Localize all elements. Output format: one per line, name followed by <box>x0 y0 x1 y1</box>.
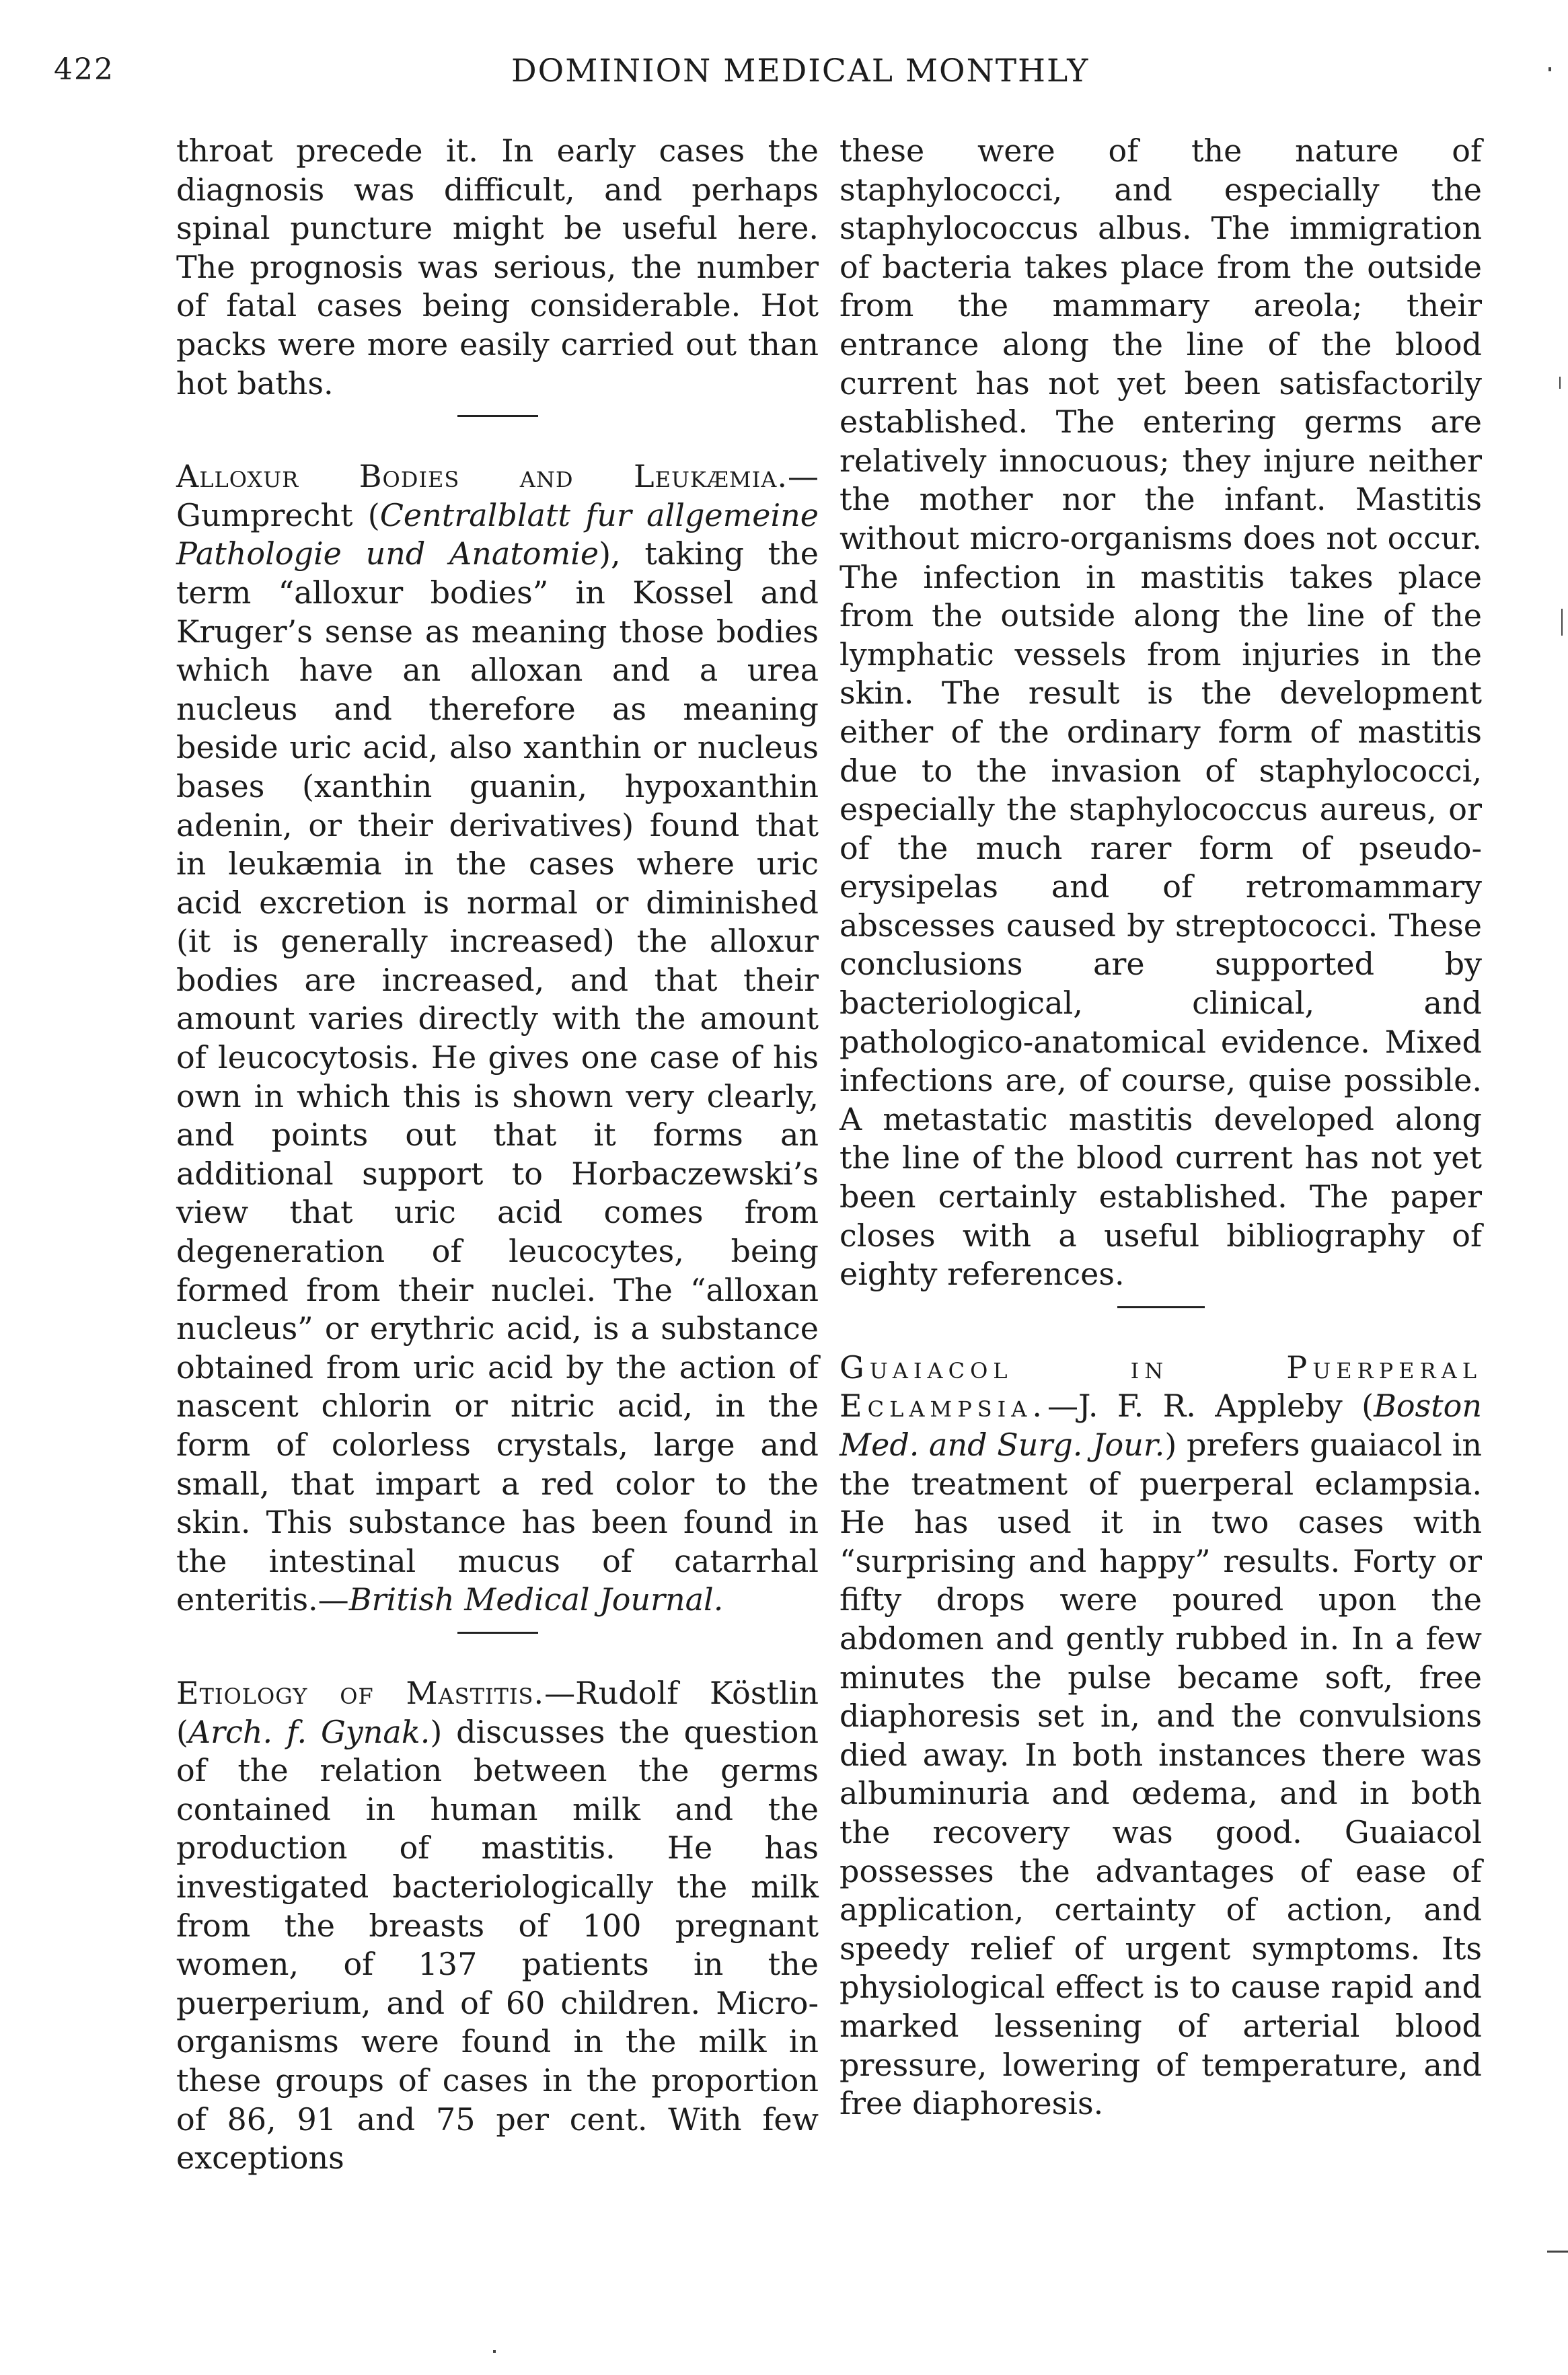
section-heading: Guaiacol in Puerperal Eclampsia. <box>839 1349 1482 1425</box>
scan-speck <box>1561 609 1563 636</box>
left-column <box>176 132 819 2178</box>
body-text: ) prefers guaiacol in the treatment of puerperal eclampsia. He has used it in two cases with “surprising and happy” results. Forty or fifty drops were poured upon the abdomen and gently rubbed in. In a few minutes the pulse became soft, free diaphoresis set in, and the convulsions died away. In both instances there was albuminuria and œdema, and in both the recovery was good. Guaiacol possesses the advantages of ease of application, certainty of action, and speedy relief of urgent symptoms. Its physiological effect is to cause rapid and marked lessening of arterial blood pressure, lowering of temperature, and free diaphoresis. <box>839 1427 1482 2122</box>
right-column <box>839 132 1482 2123</box>
mastitis-section <box>176 1674 819 2178</box>
scan-speck <box>1548 67 1551 71</box>
page-header <box>0 52 1568 93</box>
citation: British Medical Journal. <box>348 1581 724 1618</box>
guaiacol-section <box>839 1349 1482 2123</box>
body-text: —J. F. R. Appleby ( <box>1047 1388 1374 1425</box>
journal-source: Centralblatt fur allgemeine Pathologie und Anatomie <box>176 496 819 572</box>
scan-speck <box>493 2350 496 2353</box>
alloxur-section <box>176 457 819 1620</box>
continuation-paragraph: throat precede it. In early cases the diagnosis was difficult, and perhaps spinal puncture might be useful here. The prognosis was serious, the number of fatal cases being considerable. Hot packs were more easily carried out than hot baths. <box>176 133 819 402</box>
body-text: —Rudolf Köstlin ( <box>176 1674 819 1750</box>
journal-source: Boston Med. and Surg. Jour. <box>839 1388 1482 1463</box>
journal-source: Arch. f. Gynak. <box>188 1713 431 1750</box>
section-divider <box>457 1632 538 1634</box>
running-title: DOMINION MEDICAL MONTHLY <box>511 52 1090 89</box>
body-text: ) discusses the question of the relation between the germs contained in human milk and the production of mastitis. He has investigated bacteriologically the milk from the breasts of 100 pregnant women, of 137 patients in the puerperium, and of 60 children. Micro-organisms were found in the milk in these groups of cases in the proportion of 86, 91 and 75 per cent. With few exceptions <box>176 1713 819 2177</box>
section-divider <box>1117 1306 1205 1308</box>
body-text: —Gumprecht ( <box>176 458 819 533</box>
body-text: ), taking the term “alloxur bodies” in Kossel and Kruger’s sense as meaning those bodies which have an alloxan and a urea nucleus and therefore as meaning beside uric acid, also xanthin or nucleus bases (xanthin guanin, hypoxanthin adenin, or their derivatives) found that in leukæmia in the cases where uric acid excretion is normal or diminished (it is generally increased) the alloxur bodies are increased, and that their amount varies directly with the amount of leucocytosis. He gives one case of his own in which this is shown very clearly, and points out that it forms an additional support to Horbaczewski’s view that uric acid comes from degeneration of leucocytes, being formed from their nuclei. The “alloxan nucleus” or erythric acid, is a substance obtained from uric acid by the action of nascent chlorin or nitric acid, in the form of colorless crystals, large and small, that impart a red color to the skin. This substance has been found in the intestinal mucus of catarrhal enteritis.— <box>176 535 819 1618</box>
section-heading: Alloxur Bodies and Leukæmia. <box>176 458 788 495</box>
scan-speck <box>1559 377 1561 389</box>
scan-speck <box>1547 2251 1568 2253</box>
section-divider <box>457 415 538 417</box>
page-number: 422 <box>54 52 114 87</box>
section-heading: Etiology of Mastitis. <box>176 1674 545 1711</box>
continuation-paragraph: these were of the nature of staphylococci, and especially the staphylococcus albus. The immigration of bacteria takes place from the outside from the mammary areola; their entrance along the line of the blood current has not yet been satisfactorily established. The entering germs are relatively innocuous; they injure neither the mother nor the infant. Mastitis without micro-organisms does not occur. The infection in mastitis takes place from the outside along the line of the lymphatic vessels from injuries in the skin. The result is the development either of the ordinary form of mastitis due to the invasion of staphylococci, especially the staphylococcus aureus, or of the much rarer form of pseudo-erysipelas and of retromammary abscesses caused by streptococci. These conclusions are supported by bacteriological, clinical, and pathologico-anatomical evidence. Mixed infections are, of course, quise possible. A metastatic mastitis developed along the line of the blood current has not yet been certainly established. The paper closes with a useful bibliography of eighty references. <box>839 133 1482 1293</box>
